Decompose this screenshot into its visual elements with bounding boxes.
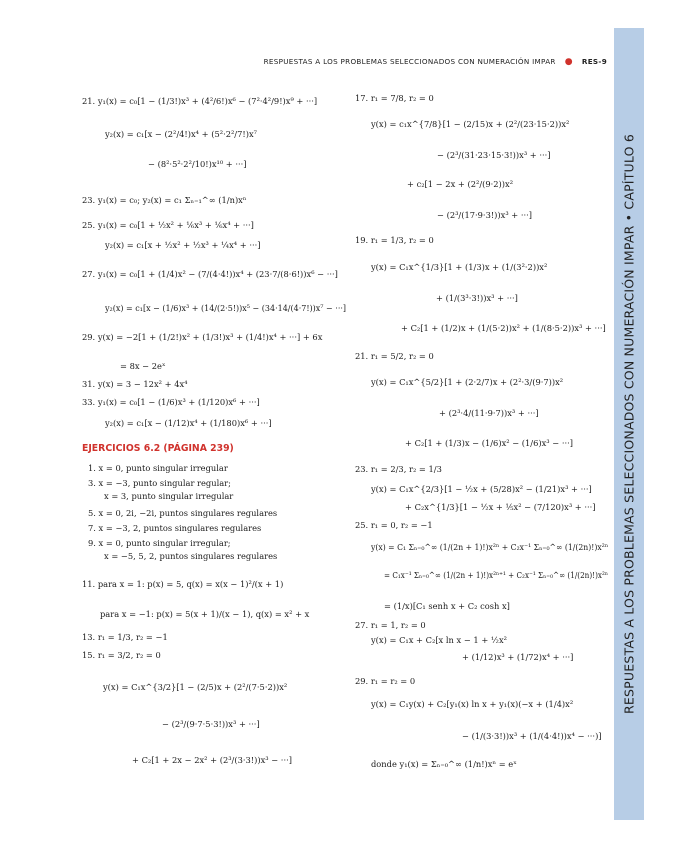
answer-line: y(x) = C₁x^{3/2}[1 − (2/5)x + (2²/(7·5·2))x²: [103, 682, 288, 692]
running-header: [264, 57, 607, 67]
answer-line: − (2³/(9·7·5·3!))x³ + ···]: [162, 719, 260, 729]
answer-line: donde y₁(x) = Σₙ₌₀^∞ (1/n!)xⁿ = eˣ: [371, 759, 517, 769]
page-number: RES-9: [581, 57, 607, 66]
answer-line: y(x) = C₁x^{2/3}[1 − ½x + (5/28)x² − (1/21)x³ + ···]: [371, 484, 592, 494]
answer-line: para x = −1: p(x) = 5(x + 1)/(x − 1), q(x) = x² + x: [100, 609, 310, 619]
answer-line: 21. r₁ = 5/2, r₂ = 0: [355, 351, 434, 361]
answer-line: + C₂x^{1/3}[1 − ½x + ⅕x² − (7/120)x³ + ···]: [405, 502, 596, 512]
answer-line: y(x) = C₁x^{5/2}[1 + (2·2/7)x + (2²·3/(9·7))x²: [371, 377, 564, 387]
answer-line: − (8²·5²·2²/10!)x¹⁰ + ···]: [148, 159, 247, 169]
answer-line: 3. x = −3, punto singular regular;: [88, 478, 231, 488]
answer-line: y₂(x) = c₁[x − (1/6)x³ + (14/(2·5!))x⁵ − (34·14/(4·7!))x⁷ − ···]: [105, 303, 347, 313]
answer-line: 31. y(x) = 3 − 12x² + 4x⁴: [82, 379, 188, 389]
answer-line: + (2³·4/(11·9·7))x³ + ···]: [439, 408, 539, 418]
answer-line: 21. y₁(x) = c₀[1 − (1/3!)x³ + (4²/6!)x⁶ − (7²·4²/9!)x⁹ + ···]: [82, 96, 318, 106]
answer-line: 23. y₁(x) = c₀; y₂(x) = c₁ Σₙ₌₁^∞ (1/n)xⁿ: [82, 195, 247, 205]
answer-line: 17. r₁ = 7/8, r₂ = 0: [355, 93, 434, 103]
answer-line: = (1/x)[C₁ senh x + C₂ cosh x]: [384, 601, 510, 611]
answer-line: y₂(x) = c₁[x − (2²/4!)x⁴ + (5²·2²/7!)x⁷: [105, 129, 257, 139]
answer-line: 29. r₁ = r₂ = 0: [355, 676, 416, 686]
running-title: RESPUESTAS A LOS PROBLEMAS SELECCIONADOS CON NUMERACIÓN IMPAR: [263, 57, 556, 66]
answer-line: y(x) = C₁ Σₙ₌₀^∞ (1/(2n + 1)!)x²ⁿ + C₂x⁻¹ Σₙ₌₀^∞ (1/(2n)!)x²ⁿ: [371, 542, 609, 552]
answer-line: 27. y₁(x) = c₀[1 + (1/4)x² − (7/(4·4!))x⁴ + (23·7/(8·6!))x⁶ − ···]: [82, 269, 338, 279]
section-heading: EJERCICIOS 6.2 (PÁGINA 239): [82, 443, 234, 454]
answer-line: y₂(x) = c₁[x + ½x² + ½x³ + ¼x⁴ + ···]: [105, 240, 261, 250]
answer-line: + C₂[1 + (1/3)x − (1/6)x² − (1/6)x³ − ···]: [405, 438, 574, 448]
answer-line: + C₂[1 + 2x − 2x² + (2³/(3·3!))x³ − ···]: [132, 755, 292, 765]
answer-line: y(x) = c₁x^{7/8}[1 − (2/15)x + (2²/(23·15·2))x²: [371, 119, 570, 129]
answer-line: 23. r₁ = 2/3, r₂ = 1/3: [355, 464, 442, 474]
answer-line: y(x) = C₁y(x) + C₂[y₁(x) ln x + y₁(x)(−x + (1/4)x²: [371, 699, 574, 709]
answer-line: − (2³/(17·9·3!))x³ + ···]: [437, 210, 533, 220]
answer-line: y(x) = C₁x^{1/3}[1 + (1/3)x + (1/(3²·2))x²: [371, 262, 548, 272]
answer-line: 27. r₁ = 1, r₂ = 0: [355, 620, 426, 630]
answer-line: 13. r₁ = 1/3, r₂ = −1: [82, 632, 168, 642]
answer-line: y₂(x) = c₁[x − (1/12)x⁴ + (1/180)x⁶ + ···]: [105, 418, 272, 428]
answer-line: x = 3, punto singular irregular: [104, 491, 234, 501]
answer-line: + C₂[1 + (1/2)x + (1/(5·2))x² + (1/(8·5·2))x³ + ···]: [401, 323, 606, 333]
answer-line: 11. para x = 1: p(x) = 5, q(x) = x(x − 1)²/(x + 1): [82, 579, 284, 589]
bullet-dot-icon: ●: [564, 57, 573, 67]
answer-line: 33. y₁(x) = c₀[1 − (1/6)x³ + (1/120)x⁶ + ···]: [82, 397, 260, 407]
answer-line: 29. y(x) = −2[1 + (1/2!)x² + (1/3!)x³ + (1/4!)x⁴ + ···] + 6x: [82, 332, 323, 342]
answer-line: = C₁x⁻¹ Σₙ₌₀^∞ (1/(2n + 1)!)x²ⁿ⁺¹ + C₂x⁻¹ Σₙ₌₀^∞ (1/(2n)!)x²ⁿ: [384, 570, 609, 580]
chapter-sidebar-label: RESPUESTAS A LOS PROBLEMAS SELECCIONADOS CON NUMERACIÓN IMPAR • CAPÍTULO 6: [621, 134, 637, 714]
answer-line: 19. r₁ = 1/3, r₂ = 0: [355, 235, 434, 245]
answer-line: + (1/(3³·3!))x³ + ···]: [436, 293, 518, 303]
answer-line: y(x) = C₁x + C₂[x ln x − 1 + ½x²: [371, 635, 507, 645]
answer-line: + c₂[1 − 2x + (2²/(9·2))x²: [407, 179, 514, 189]
answer-line: + (1/12)x³ + (1/72)x⁴ + ···]: [462, 652, 574, 662]
answer-line: x = −5, 5, 2, puntos singulares regulares: [104, 551, 278, 561]
answer-line: 5. x = 0, 2i, −2i, puntos singulares regulares: [88, 508, 278, 518]
answer-line: − (1/(3·3!))x³ + (1/(4·4!))x⁴ − ···)]: [462, 731, 602, 741]
answer-line: 15. r₁ = 3/2, r₂ = 0: [82, 650, 161, 660]
answer-line: 9. x = 0, punto singular irregular;: [88, 538, 231, 548]
answer-line: 1. x = 0, punto singular irregular: [88, 463, 228, 473]
answer-line: 25. r₁ = 0, r₂ = −1: [355, 520, 433, 530]
answer-line: − (2³/(31·23·15·3!))x³ + ···]: [437, 150, 551, 160]
answer-line: = 8x − 2eˣ: [120, 361, 166, 371]
answer-line: 25. y₁(x) = c₀[1 + ½x² + ⅙x³ + ⅙x⁴ + ···]: [82, 220, 254, 230]
answer-line: 7. x = −3, 2, puntos singulares regulares: [88, 523, 262, 533]
